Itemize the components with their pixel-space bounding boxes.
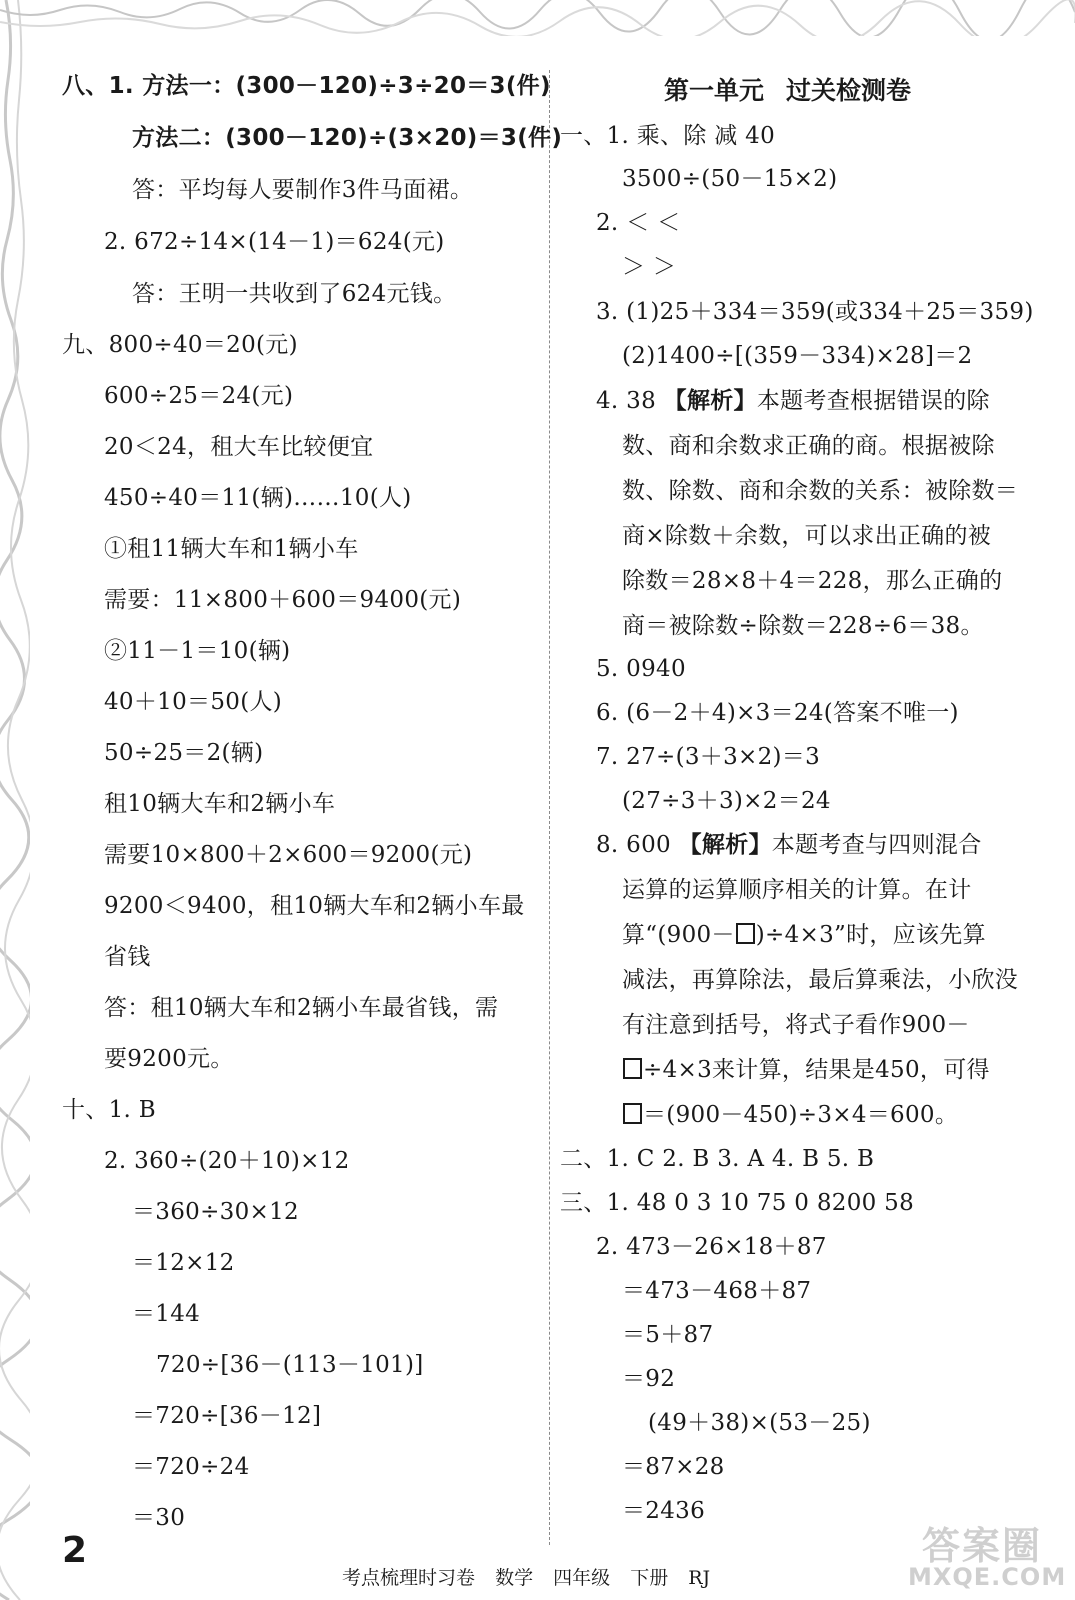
s9-line4: 450÷40＝11(辆)……10(人): [104, 485, 412, 511]
r3-line1: 三、1. 48 0 3 10 75 0 8200 58: [560, 1190, 915, 1216]
q8-expr-start: 算“(900－: [622, 922, 735, 948]
watermark-line1: 答案圈: [922, 1524, 1043, 1568]
s9-line3: 20＜24，租大车比较便宜: [104, 434, 374, 460]
r1-line22: [622, 1055, 990, 1085]
r3-line4: ＝5＋87: [622, 1322, 714, 1348]
q8-analysis-tag: 【解析】: [678, 832, 772, 858]
footer-grade: 四年级: [553, 1567, 611, 1589]
r1-line3: 2. ＜ ＜: [596, 210, 681, 236]
footer-subject: 数学: [495, 1567, 534, 1589]
r3-line6: (49＋38)×(53－25): [648, 1410, 871, 1436]
r2-line1: 二、1. C 2. B 3. A 4. B 5. B: [560, 1146, 875, 1172]
s9-line14: 答：租10辆大车和2辆小车最省钱，需: [104, 995, 499, 1021]
r1-line8: 数、商和余数求正确的商。根据被除: [622, 433, 995, 459]
s9-line7: ②11－1＝10(辆): [104, 638, 291, 664]
s9-line2: 600÷25＝24(元): [104, 383, 294, 409]
r1-line9: 数、除数、商和余数的关系：被除数＝: [622, 478, 1019, 504]
r1-line17: [596, 830, 982, 860]
s9-line11: 需要10×800＋2×600＝9200(元): [104, 842, 473, 868]
r1-line7: [596, 386, 990, 416]
r1-line12: 商＝被除数÷除数＝228÷6＝38。: [622, 613, 984, 639]
r1-line16: (27÷3＋3)×2＝24: [622, 788, 831, 814]
r1-line15: 7. 27÷(3＋3×2)＝3: [596, 744, 821, 770]
s9-line1: 九、800÷40＝20(元): [62, 332, 298, 358]
q4-number: 4. 38: [596, 388, 657, 414]
s10-line2: 2. 360÷(20＋10)×12: [104, 1148, 350, 1174]
r3-line5: ＝92: [622, 1366, 676, 1392]
r3-line2: 2. 473－26×18＋87: [596, 1234, 827, 1260]
q8-number: 8. 600: [596, 832, 671, 858]
r1-line23: [622, 1100, 958, 1130]
s9-line6: 需要：11×800＋600＝9400(元): [104, 587, 462, 613]
s10-line4: ＝12×12: [132, 1250, 235, 1276]
blank-box-icon: [736, 923, 755, 944]
footer-book: 考点梳理时习卷: [342, 1567, 476, 1589]
torn-top-edge: [0, 0, 1075, 36]
unit-title-unit: 第一单元: [664, 76, 765, 105]
s10-line7: ＝720÷[36－12]: [132, 1403, 322, 1429]
column-divider: [549, 70, 550, 1545]
q4-analysis-tag: 【解析】: [663, 388, 757, 414]
site-watermark: [908, 1515, 1068, 1595]
r1-line14: 6. (6－2＋4)×3＝24(答案不唯一): [596, 700, 959, 726]
blank-box-icon: [623, 1103, 642, 1124]
r1-line6: (2)1400÷[(359－334)×28]＝2: [622, 343, 973, 369]
s10-line3: ＝360÷30×12: [132, 1199, 299, 1225]
q8-text: 本题考查与四则混合: [771, 832, 982, 858]
r1-line5: 3. (1)25＋334＝359(或334＋25＝359): [596, 299, 1034, 325]
r3-line7: ＝87×28: [622, 1454, 725, 1480]
s9-line8: 40＋10＝50(人): [104, 689, 283, 715]
s8-line3: 答：平均每人要制作3件马面裙。: [132, 177, 474, 203]
q8-expr-end: )÷4×3”时，应该先算: [755, 922, 986, 948]
r1-line10: 商×除数＋余数，可以求出正确的被: [622, 523, 992, 549]
r3-line3: ＝473－468＋87: [622, 1278, 812, 1304]
page-number: 2: [62, 1530, 88, 1571]
q4-text: 本题考查根据错误的除: [756, 388, 990, 414]
s8-line5: 答：王明一共收到了624元钱。: [132, 281, 457, 307]
footer-volume: 下册: [630, 1567, 669, 1589]
r1-line18: 运算的运算顺序相关的计算。在计: [622, 877, 972, 903]
q8-line23-text: ＝(900－450)÷3×4＝600。: [643, 1102, 959, 1128]
r3-line8: ＝2436: [622, 1498, 706, 1524]
s8-line2: 方法二：(300－120)÷(3×20)＝3(件): [132, 125, 563, 151]
r1-line19: [622, 920, 986, 950]
s9-line13: 省钱: [104, 944, 151, 970]
s9-line9: 50÷25＝2(辆): [104, 740, 264, 766]
blank-box-icon: [623, 1058, 642, 1079]
s9-line15: 要9200元。: [104, 1046, 234, 1072]
q8-line22-text: ÷4×3来计算，结果是450，可得: [643, 1057, 990, 1083]
footer-edition: RJ: [688, 1567, 711, 1589]
unit-title: [664, 76, 911, 106]
watermark-line2: MXQE.COM: [908, 1563, 1067, 1591]
r1-line2: 3500÷(50－15×2): [622, 166, 838, 192]
r1-line21: 有注意到括号，将式子看作900－: [622, 1012, 970, 1038]
torn-left-edge: [0, 0, 30, 1600]
s10-line8: ＝720÷24: [132, 1454, 250, 1480]
footer-info: [342, 1563, 724, 1590]
unit-title-test: 过关检测卷: [786, 76, 912, 105]
s8-line1: 八、1. 方法一：(300－120)÷3÷20＝3(件): [62, 73, 551, 99]
r1-line13: 5. 0940: [596, 656, 686, 682]
s10-line6: 720÷[36－(113－101)]: [156, 1352, 424, 1378]
s10-line9: ＝30: [132, 1505, 186, 1531]
s9-line10: 租10辆大车和2辆小车: [104, 791, 336, 817]
s10-line1: 十、1. B: [62, 1097, 156, 1123]
r1-line1: 一、1. 乘、除 减 40: [560, 123, 776, 149]
r1-line4: ＞ ＞: [622, 254, 677, 280]
r1-line20: 减法，再算除法，最后算乘法，小欣没: [622, 967, 1019, 993]
s10-line5: ＝144: [132, 1301, 201, 1327]
s8-line4: 2. 672÷14×(14－1)＝624(元): [104, 229, 445, 255]
r1-line11: 除数＝28×8＋4＝228，那么正确的: [622, 568, 1003, 594]
s9-line5: ①租11辆大车和1辆小车: [104, 536, 359, 562]
s9-line12: 9200＜9400，租10辆大车和2辆小车最: [104, 893, 525, 919]
